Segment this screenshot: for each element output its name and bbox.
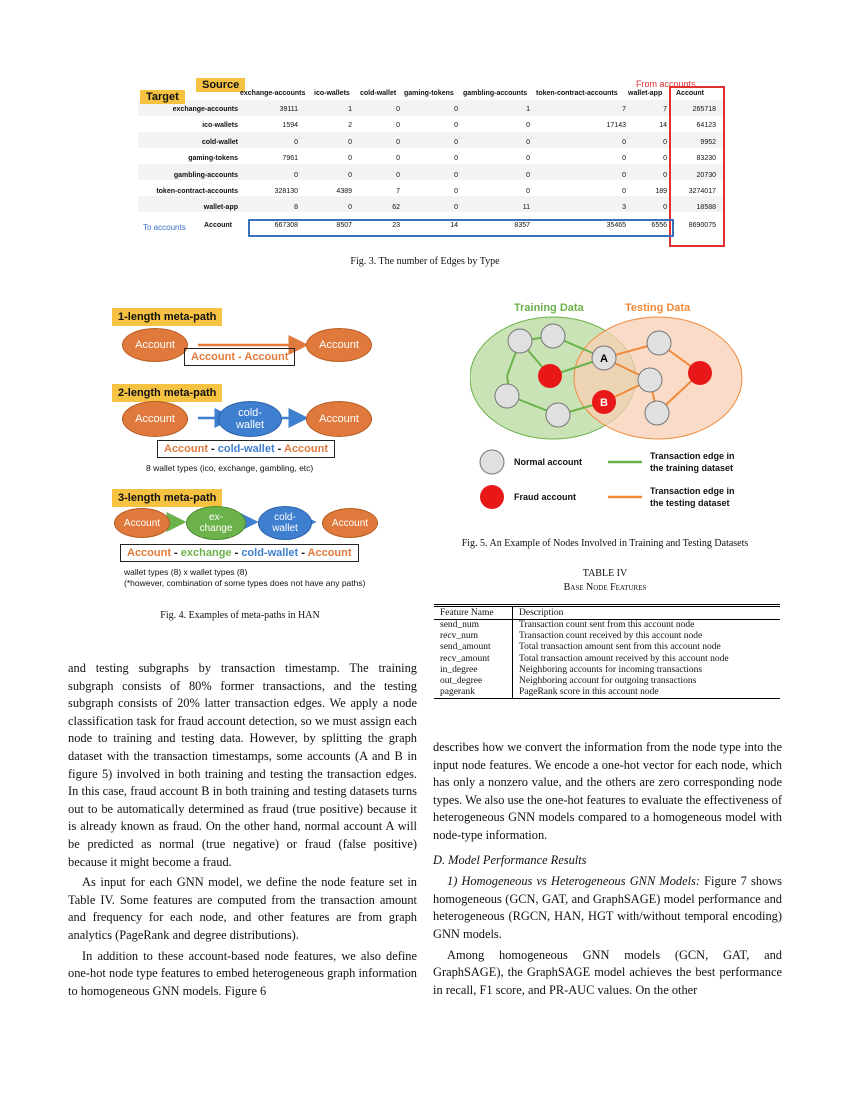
table-cell: 17143: [606, 122, 626, 130]
table-cell: 8690075: [688, 221, 716, 229]
table-cell: 0: [294, 138, 298, 146]
fig5-graph: [470, 316, 750, 440]
table-cell: 0: [622, 138, 626, 146]
table-header: Feature Name: [434, 606, 513, 620]
legend-train: [650, 450, 735, 474]
table-cell: 0: [663, 204, 667, 212]
feature-description: Total transaction amount sent from this account node: [519, 642, 721, 653]
table-cell: 35465: [606, 221, 626, 229]
table-cell: 4389: [336, 188, 352, 195]
table-cell: 18588: [696, 204, 716, 212]
table-row: [434, 665, 780, 676]
table-cell: 9952: [700, 138, 716, 146]
note-3a: wallet types (8) x wallet types (8): [124, 567, 248, 577]
feature-description: Neighboring account for outgoing transactions: [519, 676, 697, 687]
node-account: Account: [322, 508, 378, 538]
path-1-box: [184, 348, 295, 366]
column-header: gaming-tokens: [404, 90, 454, 97]
column-header: wallet-app: [628, 90, 663, 97]
node-exchange: ex- change: [186, 506, 246, 540]
left-column: [68, 660, 417, 1000]
table4-title: TABLE IV: [582, 568, 628, 579]
table-cell: 189: [655, 188, 667, 195]
row-label: ico-wallets: [202, 122, 238, 130]
path-node: Account: [164, 443, 208, 455]
table-row: [434, 654, 780, 665]
note-3b: (*however, combination of some types does not have any paths): [124, 578, 366, 588]
table4-subtitle: Base Node Features: [563, 582, 647, 593]
fraud-icon: [480, 485, 504, 509]
note-2: 8 wallet types (ico, exchange, gambling, etc): [146, 463, 314, 473]
to-accounts-box: [248, 219, 674, 237]
row-label: cold-wallet: [201, 138, 238, 146]
paragraph-text: Figure 7 shows homogeneous (GCN, GAT, and GraphSAGE) model performance and heterogeneous (RGCN, HAN, HGT with/without temporal encoding) GNN models.: [433, 874, 782, 941]
feature-description: PageRank score in this account node: [513, 687, 781, 699]
row-label: exchange-accounts: [172, 106, 238, 113]
subsection-heading: 1) Homogeneous vs Heterogeneous GNN Models:: [447, 874, 700, 889]
column-header: cold-wallet: [360, 90, 397, 97]
path-node: Account: [244, 351, 289, 363]
node-account: Account: [306, 401, 372, 437]
row-label: gambling-accounts: [173, 171, 238, 179]
fig3-edge-table: [138, 78, 724, 246]
feature-name: send_num: [434, 620, 513, 632]
table-row: [434, 620, 780, 632]
path-node: cold-wallet: [241, 547, 299, 559]
paragraph: [433, 873, 782, 943]
table-cell: 0: [663, 171, 667, 179]
table-cell: 0: [622, 188, 626, 195]
table-cell: 11: [522, 204, 530, 212]
column-header: ico-wallets: [314, 90, 350, 97]
table-cell: 1594: [282, 122, 298, 130]
table-row: [434, 676, 780, 687]
table-cell: 83230: [696, 155, 716, 163]
path-sep: -: [235, 351, 245, 363]
table-cell: 7: [396, 188, 400, 195]
table-cell: 0: [454, 138, 458, 146]
table-row: [434, 687, 780, 699]
table-cell: 8507: [336, 221, 352, 229]
right-column: [433, 739, 782, 999]
table-cell: 0: [663, 155, 667, 163]
table-cell: 0: [396, 155, 400, 163]
column-header: exchange-accounts: [240, 90, 306, 97]
table-cell: 64123: [696, 122, 716, 130]
table-cell: 2: [348, 122, 352, 130]
legend-test-2: the testing dataset: [650, 498, 730, 509]
path-node: Account: [127, 547, 171, 559]
table-cell: 0: [348, 155, 352, 163]
testing-title: Testing Data: [625, 302, 691, 314]
legend-test-1: Transaction edge in: [650, 486, 735, 496]
row-label: Account: [204, 221, 232, 229]
fig5-caption: Fig. 5. An Example of Nodes Involved in Training and Testing Datasets: [461, 538, 749, 549]
feature-description: Transaction count received by this account node: [519, 631, 703, 642]
paragraph: Among homogeneous GNN models (GCN, GAT, and GraphSAGE), the GraphSAGE model achieves the best performance in recall, F1 score, and PR-AUC values. On the other: [433, 947, 782, 997]
path-node: Account: [284, 443, 328, 455]
table-cell: 39111: [279, 106, 298, 113]
column-header: token-contract-accounts: [536, 90, 618, 97]
node-cold-wallet: cold- wallet: [258, 506, 312, 540]
from-accounts-label: From accounts: [636, 79, 696, 89]
feature-name: send_amount: [434, 642, 513, 653]
path-node: Account: [307, 547, 352, 559]
table-cell: 14: [659, 122, 667, 130]
table-cell: 1: [348, 106, 352, 113]
table-cell: 0: [454, 122, 458, 130]
table4: [434, 604, 780, 699]
path-node: cold-wallet: [217, 443, 275, 455]
table-cell: 0: [454, 188, 458, 195]
table-header: Description: [513, 606, 781, 620]
feature-name: recv_num: [434, 631, 513, 642]
node-account: Account: [122, 328, 188, 362]
path-3-box: Account - exchange - cold-wallet - Account: [120, 544, 359, 562]
table-cell: 0: [294, 171, 298, 179]
table-cell: 667308: [274, 221, 298, 229]
table-cell: 0: [622, 171, 626, 179]
table-cell: 7: [663, 106, 667, 113]
legend-train-1: Transaction edge in: [650, 451, 735, 461]
feature-name: out_degree: [434, 676, 513, 687]
node-account: Account: [122, 401, 188, 437]
table-cell: 7961: [282, 155, 298, 163]
paragraph: describes how we convert the information from the node type into the input node features. We encode a one-hot vector for each node, which has only a nonzero value, and the others are zero corresponding node types. We also use the one-hot features to evaluate the effectiveness of heterogeneous GNN models compared to a homogeneous model with node-type information.: [433, 740, 782, 842]
node-account: Account: [114, 508, 170, 538]
paragraph: and testing subgraphs by transaction timestamp. The training subgraph consists of 80% former transactions, and the testing subgraph consists of 20% latter transaction edges. We apply a node classification task for fraud account detection, so we must assign each node to training and testing data. However, by splitting the graph dataset with the transaction timestamps, some accounts (A and B in figure 5) involved in both training and testing the transaction edges. In this case, fraud account B in both training and testing datasets turns out to be automatically determined as fraud (true positive) because it is already known as fraud. On the other hand, normal account A will be predicted as normal (true negative) or fraud (false positive) because it might become a fraud.: [68, 661, 417, 869]
table-cell: 0: [526, 138, 530, 146]
table-cell: 1: [526, 106, 530, 113]
table-cell: 0: [348, 171, 352, 179]
table-cell: 0: [348, 138, 352, 146]
column-header: Account: [676, 90, 704, 97]
training-title: Training Data: [514, 302, 584, 314]
legend-fraud: Fraud account: [514, 492, 577, 502]
section-heading: D. Model Performance Results: [433, 852, 587, 867]
path-2-box: Account - cold-wallet - Account: [157, 440, 335, 458]
table-cell: 62: [392, 204, 400, 212]
row-label: gaming-tokens: [188, 155, 238, 163]
table-cell: 0: [663, 138, 667, 146]
table-cell: 0: [396, 171, 400, 179]
feature-name: recv_amount: [434, 654, 513, 665]
node-account: Account: [306, 328, 372, 362]
feature-name: pagerank: [434, 687, 513, 699]
feature-description: Transaction count sent from this account node: [519, 620, 695, 630]
table-cell: 0: [348, 204, 352, 212]
table-cell: 0: [396, 122, 400, 130]
paragraph: As input for each GNN model, we define the node feature set in Table IV. Some features are computed from the transaction amount and frequency for each node, and other features are from graph analytics (PageRank and degree distributions).: [68, 875, 417, 942]
table-cell: 0: [396, 138, 400, 146]
path-node: Account: [191, 351, 235, 363]
table-cell: 0: [454, 204, 458, 212]
table-row: [434, 631, 780, 642]
table-cell: 3274017: [688, 188, 716, 195]
table-cell: 7: [622, 106, 626, 113]
paragraph: In addition to these account-based node features, we also define one-hot node type features to embed heterogeneous graph information to homogeneous GNN models. Figure 6: [68, 948, 417, 998]
feature-description: Neighboring accounts for incoming transactions: [519, 664, 703, 675]
legend-normal: Normal account: [514, 457, 583, 467]
table-cell: 14: [450, 221, 458, 229]
from-accounts-box: [669, 86, 725, 247]
table-cell: 0: [526, 122, 530, 130]
table-cell: 265718: [692, 106, 716, 113]
fig4-caption: Fig. 4. Examples of meta-paths in HAN: [160, 610, 320, 621]
legend-test: [650, 485, 735, 509]
table-cell: 0: [454, 171, 458, 179]
source-label: Source: [196, 78, 245, 92]
table-cell: 0: [526, 188, 530, 195]
table-cell: 8: [294, 204, 298, 212]
fraud-node: [538, 364, 562, 388]
tag-2-length: 2-length meta-path: [112, 384, 222, 402]
to-accounts-label: To accounts: [143, 223, 186, 232]
table-cell: 328130: [274, 188, 298, 195]
table-cell: 0: [526, 171, 530, 179]
target-label: Target: [140, 90, 185, 104]
legend-train-2: the training dataset: [650, 463, 734, 474]
table-cell: 0: [396, 106, 400, 113]
table-cell: 3: [622, 204, 626, 212]
table-cell: 0: [454, 155, 458, 163]
table-cell: 23: [392, 221, 400, 229]
tag-3-length: 3-length meta-path: [112, 489, 222, 507]
table-row: [434, 642, 780, 653]
table-cell: 0: [526, 155, 530, 163]
feature-description: Total transaction amount received by this account node: [519, 653, 729, 664]
path-node: exchange: [180, 547, 232, 559]
fraud-node: [688, 361, 712, 385]
node-b-label: B: [600, 397, 608, 409]
column-header: gambling-accounts: [463, 90, 528, 97]
node-a-label: A: [600, 353, 608, 365]
node-cold-wallet: cold- wallet: [218, 401, 282, 437]
tag-1-length: 1-length meta-path: [112, 308, 222, 326]
feature-name: in_degree: [434, 665, 513, 676]
table-cell: 20730: [696, 171, 716, 179]
normal-icon: [480, 450, 504, 474]
row-label: wallet-app: [203, 204, 238, 212]
row-label: token-contract-accounts: [156, 188, 238, 195]
table-cell: 0: [622, 155, 626, 163]
table-cell: 8357: [514, 221, 530, 229]
fig3-caption: Fig. 3. The number of Edges by Type: [350, 256, 500, 267]
table-cell: 0: [454, 106, 458, 113]
table-cell: 6556: [651, 221, 667, 229]
